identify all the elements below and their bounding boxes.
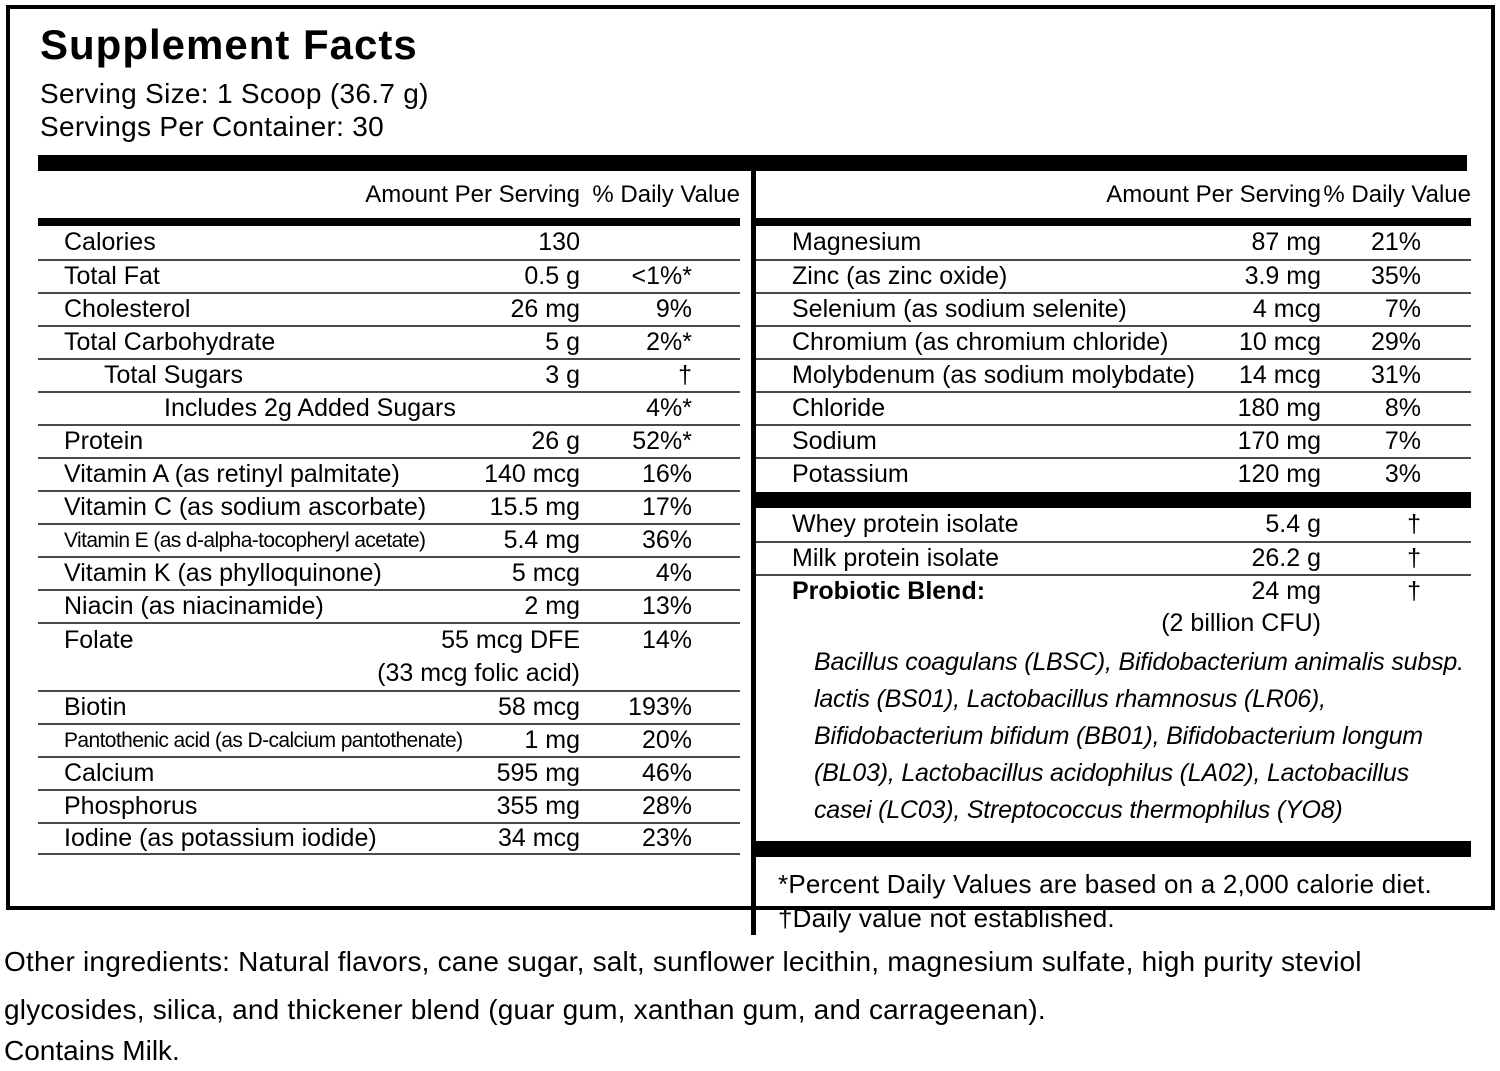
row-cholesterol: [38, 292, 740, 325]
other-ingredients: Other ingredients: Natural flavors, cane sugar, salt, sunflower lecithin, magnesium sulfate, high purity steviol glycosides, silica, and thickener blend (guar gum, xanthan gum, and carrageenan).: [4, 946, 1362, 1025]
nutrient-amount: 55 mcg DFE: [441, 626, 580, 654]
nutrient-name: Pantothenic acid (as D-calcium pantothenate): [64, 728, 463, 752]
nutrient-amount: 595 mg: [496, 759, 580, 787]
row-total-sugars: [38, 358, 740, 391]
row-vitamin-a: [38, 457, 740, 490]
nutrient-name: Chloride: [792, 394, 886, 422]
left-column: [38, 171, 740, 935]
nutrient-daily-value: <1%*: [631, 262, 692, 290]
nutrient-daily-value: 29%: [1370, 328, 1421, 356]
row-probiotic-blend: [756, 574, 1471, 607]
nutrient-amount: 26 mg: [510, 295, 580, 323]
nutrient-daily-value: 7%: [1384, 295, 1421, 323]
nutrient-name: Total Sugars: [104, 361, 243, 389]
row-folate: [38, 622, 740, 690]
nutrient-name: Zinc (as zinc oxide): [792, 262, 1008, 290]
nutrient-daily-value: †: [1407, 544, 1421, 572]
nutrient-amount: 5 g: [545, 328, 580, 356]
nutrient-name: Folate: [64, 626, 134, 654]
nutrient-daily-value: 23%: [641, 824, 692, 852]
nutrient-amount: 87 mg: [1251, 228, 1321, 256]
nutrient-amount: 14 mcg: [1239, 361, 1321, 389]
nutrient-name: Vitamin K (as phylloquinone): [64, 559, 382, 587]
servings-per-container: Servings Per Container: 30: [40, 111, 384, 142]
row-milk-protein-isolate: [756, 541, 1471, 574]
footnote-daily-values: *Percent Daily Values are based on a 2,000 calorie diet.: [778, 869, 1432, 899]
row-protein: [38, 424, 740, 457]
nutrient-daily-value: 28%: [641, 792, 692, 820]
row-niacin: [38, 589, 740, 622]
nutrient-daily-value: 4%: [655, 559, 692, 587]
row-vitamin-k: [38, 556, 740, 589]
nutrient-name: Calcium: [64, 759, 155, 787]
nutrient-name: Vitamin E (as d-alpha-tocopheryl acetate): [64, 528, 426, 552]
allergen-statement: Contains Milk.: [4, 1035, 180, 1066]
nutrient-amount: 58 mcg: [498, 693, 580, 721]
nutrient-name: Iodine (as potassium iodide): [64, 824, 377, 852]
nutrient-amount: 26.2 g: [1251, 544, 1321, 572]
nutrient-name: Chromium (as chromium chloride): [792, 328, 1169, 356]
nutrient-name: Vitamin C (as sodium ascorbate): [64, 493, 427, 521]
nutrient-amount: 5.4 mg: [503, 526, 580, 554]
probiotic-cfu-note: (2 billion CFU): [1161, 609, 1321, 637]
row-whey-protein-isolate: [756, 508, 1471, 541]
nutrient-name: Probiotic Blend:: [792, 577, 986, 605]
panel-title: Supplement Facts: [40, 21, 418, 68]
section-divider-bar: [756, 492, 1471, 508]
row-total-carbohydrate: [38, 325, 740, 358]
facts-columns: [38, 171, 1471, 935]
nutrient-daily-value: 46%: [641, 759, 692, 787]
nutrient-daily-value: †: [678, 361, 692, 389]
amount-per-serving-header: Amount Per Serving: [365, 180, 580, 208]
row-pantothenic-acid: [38, 723, 740, 756]
row-magnesium: [756, 226, 1471, 259]
nutrient-name: Calories: [64, 228, 156, 256]
nutrient-amount: 3 g: [545, 361, 580, 389]
nutrient-amount: 26 g: [531, 427, 580, 455]
nutrient-name: Molybdenum (as sodium molybdate): [792, 361, 1195, 389]
nutrient-name: Selenium (as sodium selenite): [792, 295, 1127, 323]
nutrient-amount: 355 mg: [496, 792, 580, 820]
nutrient-amount: 15.5 mg: [489, 493, 580, 521]
nutrient-daily-value: 17%: [641, 493, 692, 521]
serving-size: Serving Size: 1 Scoop (36.7 g): [40, 78, 429, 109]
row-vitamin-c: [38, 490, 740, 523]
row-calcium: [38, 756, 740, 789]
row-selenium: [756, 292, 1471, 325]
nutrient-name: Whey protein isolate: [792, 510, 1019, 538]
row-molybdenum: [756, 358, 1471, 391]
row-added-sugars: [38, 391, 740, 424]
nutrient-daily-value: 193%: [628, 693, 692, 721]
nutrient-name: Includes 2g Added Sugars: [164, 394, 456, 422]
folate-folic-acid-note: (33 mcg folic acid): [377, 659, 580, 687]
nutrient-daily-value: 21%: [1370, 228, 1421, 256]
nutrient-daily-value: †: [1407, 577, 1421, 605]
footnote-not-established: †Daily value not established.: [778, 903, 1115, 933]
nutrient-name: Vitamin A (as retinyl palmitate): [64, 460, 400, 488]
nutrient-name: Total Fat: [64, 262, 160, 290]
header-underline-bar: [756, 218, 1471, 226]
section-divider-bar: [756, 841, 1471, 857]
amount-per-serving-header: Amount Per Serving: [1106, 180, 1321, 208]
nutrient-amount: 4 mcg: [1252, 295, 1321, 323]
nutrient-name: Cholesterol: [64, 295, 191, 323]
nutrient-daily-value: 7%: [1384, 427, 1421, 455]
nutrient-name: Protein: [64, 427, 144, 455]
nutrient-amount: 5.4 g: [1265, 510, 1321, 538]
supplement-facts-panel: [6, 5, 1495, 933]
row-iodine: [38, 822, 740, 855]
nutrient-name: Milk protein isolate: [792, 544, 1000, 572]
daily-value-header: % Daily Value: [592, 180, 740, 208]
nutrient-amount: 24 mg: [1251, 577, 1321, 605]
row-chloride: [756, 391, 1471, 424]
nutrient-amount: 1 mg: [524, 726, 580, 754]
nutrient-amount: 5 mcg: [511, 559, 580, 587]
nutrient-amount: 10 mcg: [1239, 328, 1321, 356]
nutrient-amount: 140 mcg: [484, 460, 580, 488]
nutrient-daily-value: 36%: [641, 526, 692, 554]
nutrient-daily-value: 52%*: [632, 427, 692, 455]
nutrient-amount: 120 mg: [1237, 460, 1321, 488]
footnotes: [756, 857, 1471, 935]
nutrient-name: Sodium: [792, 427, 877, 455]
nutrient-daily-value: 2%*: [646, 328, 692, 356]
panel-header: [10, 9, 1491, 143]
header-underline-bar: [38, 218, 740, 226]
nutrient-name: Potassium: [792, 460, 909, 488]
row-vitamin-e: [38, 523, 740, 556]
nutrient-name: Niacin (as niacinamide): [64, 592, 324, 620]
nutrient-daily-value: 13%: [641, 592, 692, 620]
daily-value-header: % Daily Value: [1323, 180, 1471, 208]
nutrient-amount: 130: [538, 228, 580, 256]
nutrient-daily-value: 4%*: [646, 394, 692, 422]
nutrient-amount: 3.9 mg: [1244, 262, 1321, 290]
nutrient-daily-value: 14%: [641, 626, 692, 654]
nutrient-daily-value: 31%: [1370, 361, 1421, 389]
nutrient-name: Magnesium: [792, 228, 922, 256]
nutrient-name: Total Carbohydrate: [64, 328, 276, 356]
nutrient-amount: 34 mcg: [498, 824, 580, 852]
nutrient-amount: 2 mg: [524, 592, 580, 620]
nutrient-daily-value: 8%: [1384, 394, 1421, 422]
nutrient-daily-value: 16%: [641, 460, 692, 488]
probiotic-species-list: Bacillus coagulans (LBSC), Bifidobacterium animalis subsp. lactis (BS01), Lactobacillus rhamnosus (LR06), Bifidobacterium bifidum (BB01), Bifidobacterium longum (BL03), Lactobacillus acidophilus (LA02), Lactobacillus casei (LC03), Streptococcus thermophilus (YO8): [814, 648, 1464, 824]
nutrient-name: Biotin: [64, 693, 127, 721]
row-sodium: [756, 424, 1471, 457]
nutrient-amount: 0.5 g: [524, 262, 580, 290]
nutrient-name: Phosphorus: [64, 792, 198, 820]
nutrient-daily-value: 3%: [1384, 460, 1421, 488]
nutrient-amount: 170 mg: [1237, 427, 1321, 455]
thick-divider-bar: [38, 155, 1467, 171]
right-column-header: [756, 171, 1471, 218]
row-chromium: [756, 325, 1471, 358]
row-potassium: [756, 457, 1471, 490]
nutrient-amount: 180 mg: [1237, 394, 1321, 422]
row-total-fat: [38, 259, 740, 292]
row-calories: [38, 226, 740, 259]
nutrient-daily-value: †: [1407, 510, 1421, 538]
row-phosphorus: [38, 789, 740, 822]
row-zinc: [756, 259, 1471, 292]
right-column: [756, 171, 1471, 935]
nutrient-daily-value: 20%: [641, 726, 692, 754]
row-biotin: [38, 690, 740, 723]
nutrient-daily-value: 35%: [1370, 262, 1421, 290]
left-column-header: [38, 171, 740, 218]
nutrient-daily-value: 9%: [655, 295, 692, 323]
